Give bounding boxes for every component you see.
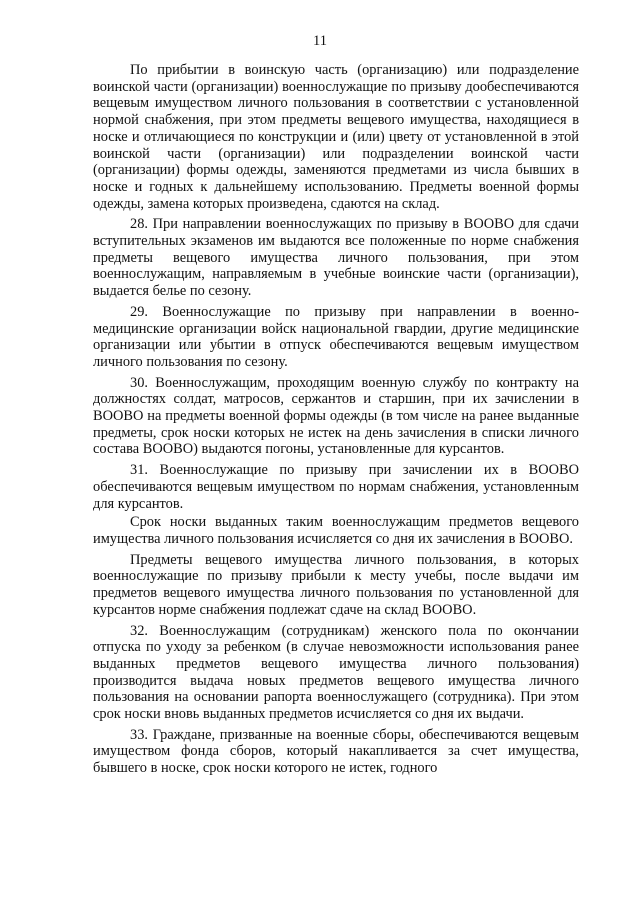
paragraph-30-contract-servicemen: 30. Военнослужащим, проходящим военную службу по контракту на должностях солдат, матросов, сержантов и старшин, при их зачислении в ВООВО на предметы военной формы одежды (в том числе на ранее выданные предметы, срок носки которых не истек на день зачисления в списки личного состава ВООВО) выдаются погоны, установленные для курсантов. [93,374,579,458]
paragraph-items-return: Предметы вещевого имущества личного пользования, в которых военнослужащие по призыву прибыли к месту учебы, после выдачи им предметов вещевого имущества личного пользования по установленной для курсантов норме снабжения подлежат сдаче на склад ВООВО. [93,551,579,618]
paragraph-31-conscripts-enrollment: 31. Военнослужащие по призыву при зачислении их в ВООВО обеспечиваются вещевым имуществом по нормам снабжения, установленным для курсантов. [93,462,579,512]
paragraph-32-female-servicemen: 32. Военнослужащим (сотрудникам) женского пола по окончании отпуска по уходу за ребенком (в случае невозможности использования ранее выданных предметов вещевого имущества личного пользования) производится выдача новых предметов вещевого имущества личного пользования на основании рапорта военнослужащего (сотрудника). При этом срок носки вновь выданных предметов исчисляется со дня их выдачи. [93,622,579,723]
page-number: 11 [313,33,327,49]
paragraph-33-military-training: 33. Граждане, призванные на военные сборы, обеспечиваются вещевым имуществом фонда сборов, который накапливается за счет имущества, бывшего в носке, срок носки которого не истек, годного [93,726,579,777]
paragraph-29-medical-or-leave: 29. Военнослужащие по призыву при направлении в военно-медицинские организации войск национальной гвардии, другие медицинские организации или убытии в отпуск обеспечиваются вещевым имуществом личного пользования по сезону. [93,303,579,370]
paragraph-arrival-in-unit: По прибытии в воинскую часть (организацию) или подразделение воинской части (организации) военнослужащие по призыву дообеспечиваются вещевым имуществом личного пользования в соответствии с установленной нормой снабжения, при этом предметы вещевого имущества, находящиеся в носке и отличающиеся по конструкции и (или) цвету от установленной в этой воинской части (организации) или подразделении воинской части (организации) формы одежды, заменяются предметами из числа бывших в носке и годных к дальнейшему использованию. Предметы военной формы одежды, замена которых произведена, сдаются на склад. [93,62,579,212]
paragraph-28-entrance-exams: 28. При направлении военнослужащих по призыву в ВООВО для сдачи вступительных экзаменов им выдаются все положенные по норме снабжения предметы вещевого имущества личного пользования, при этом военнослужащим, направляемым в учебные воинские части (организации), выдается белье по сезону. [93,216,579,300]
document-body [93,62,579,781]
paragraph-wear-period: Срок носки выданных таким военнослужащим предметов вещевого имущества личного пользования исчисляется со дня их зачисления в ВООВО. [93,514,579,547]
